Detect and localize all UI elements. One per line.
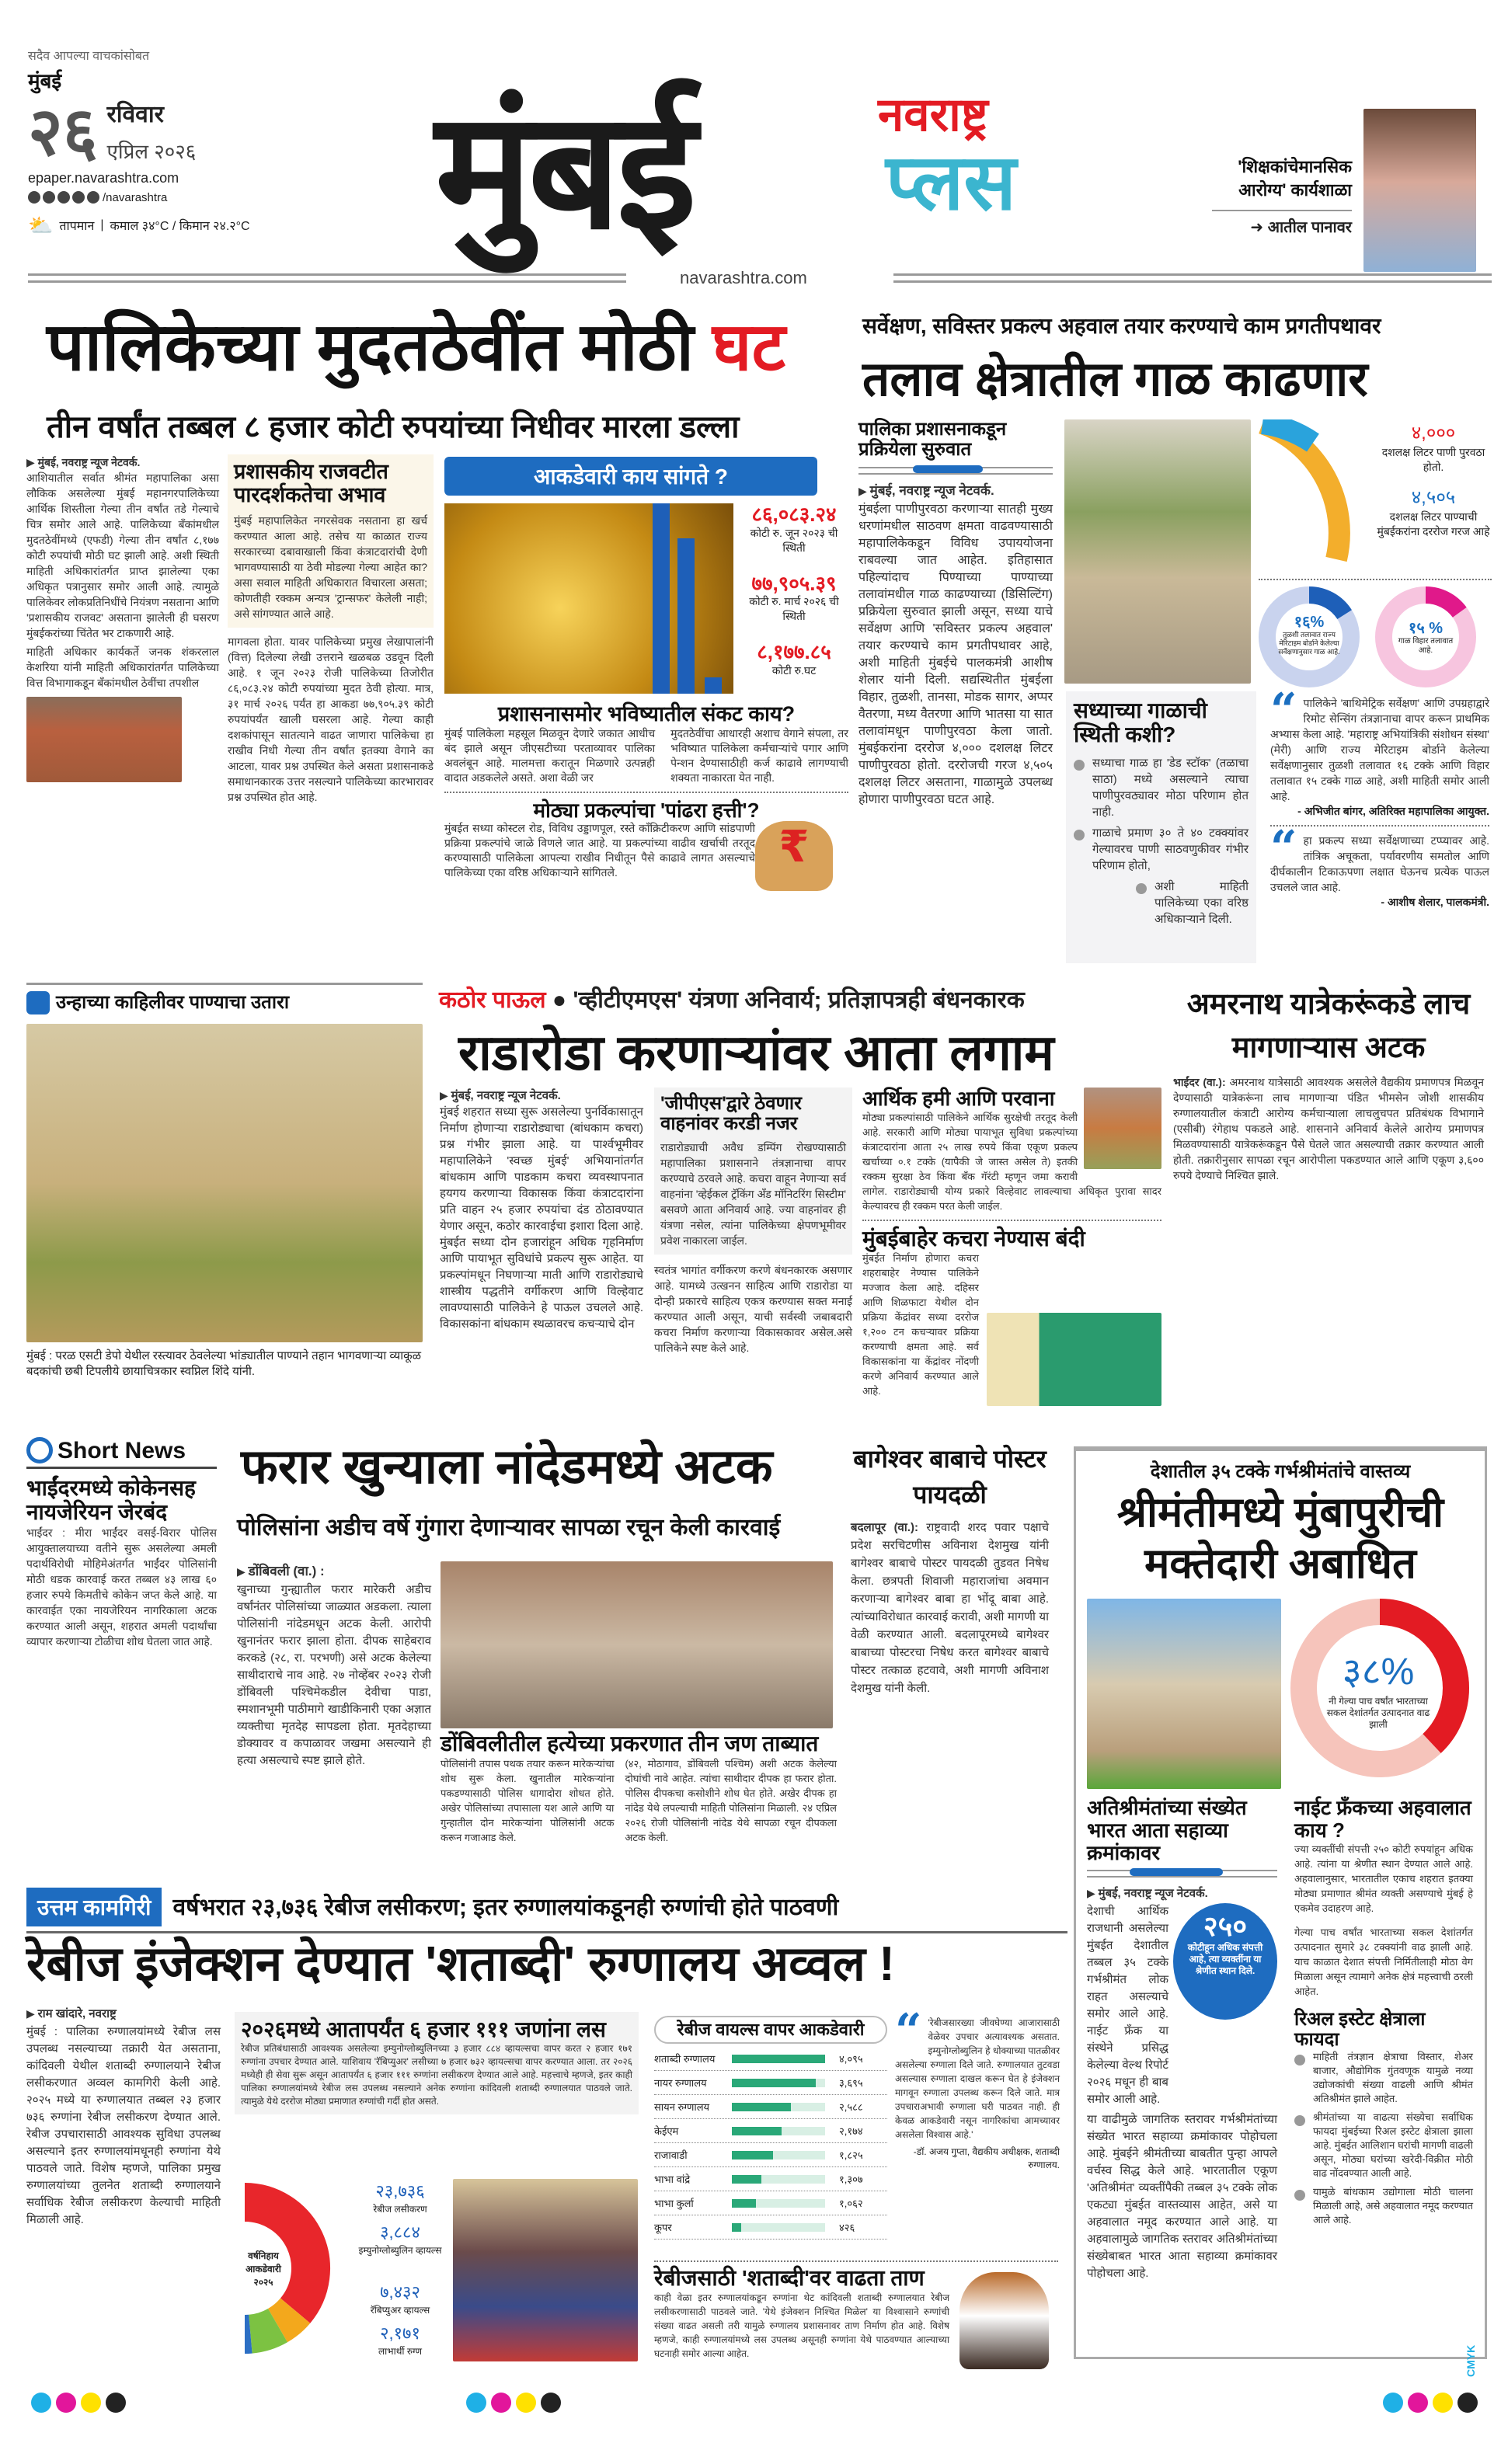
garbage-truck-photo	[987, 1313, 1161, 1406]
bar	[732, 2079, 816, 2087]
lead-dateline: ▶ मुंबई, नवराष्ट्र न्यूज नेटवर्क.	[26, 454, 219, 470]
arrow-icon: ➜	[1250, 219, 1268, 236]
bar-category-label: भाभा कुर्ला	[654, 2198, 694, 2210]
supply-value: ४,०००	[1411, 423, 1456, 444]
short-news-label: Short News	[57, 1437, 186, 1463]
wealth-threshold-circle	[1173, 1903, 1277, 2020]
wealth-subhead: अतिश्रीमंतांच्या संख्येत भारत आता सहाव्या क्रमांकावर	[1087, 1796, 1247, 1864]
rabies-gauge	[237, 2179, 447, 2358]
wealth-box	[1074, 1446, 1487, 2359]
bageshwar-story	[851, 1441, 1049, 1697]
bar-category-label: कूपर	[654, 2222, 672, 2234]
rabies-headline: रेबीज इंजेक्शन देण्यात 'शताब्दी' रुग्णालय अव्वल !	[26, 1937, 895, 1991]
wealth-text: देशाची आर्थिक राजधानी असलेल्या मुंबईत देशातील तब्बल ३५ टक्के गर्भश्रीमंत लोक राहत असल्याचे समोर आले आहे. नाईट फ्रँक या संस्थेने प्रसिद्ध केलेल्या वेल्थ रिपोर्ट २०२६ मधून ही बाब समोर आली आहे.	[1087, 1905, 1168, 2107]
chart-row	[654, 2071, 887, 2095]
threshold-value: २५०	[1203, 1910, 1248, 1943]
quote-icon: “	[1270, 684, 1297, 738]
debris-col1	[440, 1088, 643, 1332]
bar-track	[732, 2223, 825, 2232]
lead-text-2: माहिती अधिकार कार्यकर्ते जनक शंकरलाल केशरिया यांनी माहिती अधिकारांतर्गत पालिकेच्या वित्त विभागाकडून बँकांमधील ठेवींचा तपशील	[26, 646, 219, 689]
bar-category-label: केईएम	[654, 2125, 679, 2138]
fugitive-subhead: पोलिसांना अडीच वर्षे गुंगारा देणाऱ्यावर सापळा रचून केली कारवाई	[237, 1515, 781, 1540]
chart-row	[654, 2119, 887, 2143]
dombivli-caption	[441, 1732, 837, 1845]
status-point: गाळाचे प्रमाण ३० ते ४० टक्क्यांवर गेल्यावरच पाणी साठवणुकीवर गंभीर परिणाम होतो,	[1074, 825, 1249, 874]
wealth-text-2: या वाढीमुळे जागतिक स्तरावर गर्भश्रीमंतांच्या संख्येत भारत सहाव्या क्रमांकावर पोहोचला आहे. मुंबईने श्रीमंतीच्या बाबतीत पुन्हा आपले वर्चस्व सिद्ध केले आहे. भारतातील एकूण 'अतिश्रीमंत' व्यक्तींपैकी तब्बल ३५ टक्के लोक एकट्या मुंबईत वास्तव्यास आहेत, असे या अहवालात नमूद करण्यात आले आहे. या अहवालामुळे जागतिक स्तरावर अतिश्रीमंतांच्या संख्येबाबत भारत आता सहाव्या क्रमांकावर पोहोचला आहे.	[1087, 2113, 1277, 2281]
debris-text-2: स्वतंत्र भागांत वर्गीकरण करणे बंधनकारक असणार आहे. यामध्ये उत्खनन साहित्य आणि राडारोडा या दोन्ही प्रकारचे साहित्य एकत्र करण्यास सक्त मनाई करण्यात आली असून, याची सर्वस्वी जबाबदारी कचरा निर्माण करणाऱ्या विकासकावर असेल.असे पालिकेने स्पष्ट केले आहे.	[654, 1263, 852, 1354]
fugitive-body	[237, 1561, 431, 1770]
quote-author: -डॉ. अजय गुप्ता, वैद्यकीय अधीक्षक, शताब्दी रुग्णालय.	[913, 2146, 1060, 2170]
gauge-segment	[250, 2326, 277, 2334]
gps-title: 'जीपीएस'द्वारे ठेवणार वाहनांवर करडी नजर	[660, 1093, 802, 1135]
wealth-kicker: देशातील ३५ टक्के गर्भश्रीमंतांचे वास्तव्य	[1150, 1461, 1411, 1482]
color-registration-marks	[466, 2393, 561, 2413]
quote-shelar: “ हा प्रकल्प सध्या सर्वेक्षणाच्या टप्प्यावर आहे. तांत्रिक अचूकता, पर्यावरणीय समतोल आणि दीर्घकालीन टिकाऊपणा लक्षात घेऊनच प्रत्येक पाऊल उचलले जात आहे.	[1270, 821, 1489, 893]
rabies-dateline: ▶ राम खांदारे, नवराष्ट्र	[26, 2004, 221, 2024]
crisis-text: मुंबई पालिकेला महसूल मिळवून देणारे जकात आधीच बंद झाले असून जीएसटीच्या परताव्यावर पालिका अवलंबून आहे. मालमत्ता करातून मिळणारे उत्पन्नही वादात अडकलेले असते. अशा वेळी जर	[444, 726, 656, 784]
rabies-bar-chart	[654, 2016, 887, 2240]
quote-text: “ 'रेबीजसारख्या जीवघेण्या आजारासाठी वेळेवर उपचार अत्यावश्यक असतात. इम्युनोग्लोब्युलिन हे धोक्याच्या पातळीवर असलेल्या रुग्णाला दिले जाते. रुग्णालयात तुटवडा असल्यास रुग्णाला दाखल करून घेत हे इंजेक्शन मागवून रुग्णाला उपलब्ध करून दिले जाते. मात्र उपचाराअभावी रुग्णाला घरी पाठवत नाही. ही केवळ आकडेवारी नसून नागरिकांचा आमच्यावर असलेला विश्वास आहे.'	[895, 2004, 1060, 2140]
bar	[732, 2103, 791, 2111]
bar-category-label: राजावाडी	[654, 2149, 688, 2162]
bar-value-label: १,०६२	[839, 2198, 863, 2210]
rabies-tag: उत्तम कामगिरी	[26, 1888, 162, 1926]
gauge-segment	[278, 2311, 296, 2326]
bar-value-label: १,८२५	[839, 2149, 863, 2162]
status-point: सध्याचा गाळ हा 'डेड स्टॉक' (तळाचा साठा) मध्ये असल्याने त्याचा पाणीपुरवठ्यावर मोठा परिणाम होत नाही.	[1074, 755, 1249, 820]
weekday: रविवार	[106, 101, 164, 127]
bmc-building-photo	[26, 697, 182, 782]
demand-label: दशलक्ष लिटर पाण्याची मुंबईकरांना दररोज गरज आहे	[1377, 510, 1490, 538]
real-estate-subhead: रिअल इस्टेट क्षेत्राला फायदा	[1294, 2008, 1426, 2050]
cmyk-label: CMYK	[1464, 2344, 1477, 2377]
photo-title: उन्हाच्या काहिलीवर पाण्याचा उतारा	[56, 991, 290, 1013]
arrow-circle-icon	[26, 1437, 53, 1463]
dump-site-photo	[1084, 1088, 1161, 1169]
strain-text: काही वेळा इतर रुग्णालयांकडून रुग्णांना थेट कांदिवली शताब्दी रुग्णालयात रेबीज लसीकरणासाठी पाठवले जाते. 'येथे इंजेक्शन निश्चित मिळेल' या विश्वासाने रुग्णांची संख्या वाढत असली तरी यामुळे रुग्णालय प्रशासनावर ताण निर्माण होत आहे. विशेष म्हणजे, काही रुग्णालयांमध्ये लस उपलब्ध असूनही रुग्णांना येथे पाठवण्यात आल्याच्या घटनाही समोर आल्या आहेत.	[654, 2292, 949, 2359]
bar-track	[732, 2199, 825, 2208]
real-estate-point: यामुळे बांधकाम उद्योगाला मोठी चालना मिळाली आहे, असे अहवालात नमूद करण्यात आले आहे.	[1294, 2185, 1473, 2227]
gauge-item-label: रॅबिप्युअर व्हायल्स	[370, 2305, 430, 2316]
real-estate-point: श्रीमंतांच्या या वाढत्या संख्येचा सर्वाधिक फायदा मुंबईच्या रिअल इस्टेट क्षेत्राला झाला आहे. मुंबईत आलिशान घरांची मागणी वाढली असून, मोठ्या घरांच्या खरेदी-विक्रीत मोठी वाढ नोंदवण्यात आली आहे.	[1294, 2111, 1473, 2180]
weather-value: कमाल ३४°C / किमान २४.२°C	[110, 220, 250, 234]
short-news-headline: भाईंदरमध्ये कोकेनसह नायजेरियन जेरबंद	[26, 1476, 196, 1524]
status-point: अशी माहिती पालिकेच्या एका वरिष्ठ अधिकाऱ्याने दिली.	[1136, 879, 1249, 927]
debris-kicker: कठोर पाऊल ● 'व्हीटीएमएस' यंत्रणा अनिवार्य; प्रतिज्ञापत्रही बंधनकारक	[439, 987, 1025, 1013]
gdp-growth-value: ३८%	[1342, 1651, 1415, 1693]
police-group-photo	[441, 1561, 833, 1728]
stats-infobox	[444, 457, 848, 891]
ban-title: मुंबईबाहेर कचरा नेण्यास बंदी	[862, 1226, 1085, 1251]
bar-value-label: २,१७४	[839, 2125, 863, 2138]
bar-value-label: ४,०९५	[839, 2053, 863, 2066]
lead-headline-red: घट	[712, 310, 785, 385]
kicker-text: 'व्हीटीएमएस' यंत्रणा अनिवार्य; प्रतिज्ञापत्रही बंधनकारक	[573, 987, 1025, 1013]
rabies-kicker: वर्षभरात २३,७३६ रेबीज लसीकरण; इतर रुग्णालयांकडूनही रुग्णांची होते पाठवणी	[172, 1894, 839, 1920]
excavator-lake-photo	[1064, 419, 1251, 684]
knight-frank-text: ज्या व्यक्तींची संपत्ती २५० कोटी रुपयांहून अधिक आहे. त्यांना या श्रेणीत स्थान देण्यात आले आहे. अहवालानुसार, भारतातील एकाच शहरात इतक्या मोठ्या प्रमाणात श्रीमंत व्यक्ती असण्याचे मुंबई हे एकमेव उदाहरण आहे.	[1294, 1843, 1473, 1914]
debris-dateline: ▶ मुंबई, नवराष्ट्र न्यूज नेटवर्क.	[440, 1088, 643, 1104]
lake-kicker: सर्वेक्षण, सविस्तर प्रकल्प अहवाल तयार करण्याचे काम प्रगतीपथावर	[862, 314, 1381, 338]
bar	[732, 2151, 773, 2159]
chart-row	[654, 2095, 887, 2119]
patients-queue-photo	[453, 2179, 638, 2361]
gauge-value: ३,८८४	[380, 2222, 420, 2242]
bar	[732, 2127, 782, 2135]
stat-value: ७७,९०५.३९	[751, 571, 837, 595]
promo-title: 'शिक्षकांचेमानसिक आरोग्य' कार्यशाळा	[1238, 157, 1352, 200]
white-elephant-text: मुंबईत सध्या कोस्टल रोड, विविध उड्डाणपूल, रस्ते काँक्रिटीकरण आणि सांडपाणी प्रक्रिया प्रकल्पांचे जाळे विणले जात आहे. या प्रकल्पांच्या वाढीव खर्चाची तरतूद करण्यासाठी पालिकेला आपल्या राखीव निधीतून पैसे काढावे लागत असल्याचे पालिकेच्या एका वरिष्ठ अधिकाऱ्याने सांगितले.	[444, 822, 755, 879]
month-year: एप्रिल २०२६	[106, 139, 197, 163]
gdp-growth-label: नी गेल्या पाच वर्षांत भारताच्या सकल देशांतर्गत उत्पादनात वाढ झाली	[1326, 1696, 1430, 1731]
bar	[732, 2175, 761, 2184]
brand-navarashtra: नवराष्ट्र	[878, 89, 988, 141]
debris-text: मुंबई शहरात सध्या सुरू असलेल्या पुनर्विकासातून निर्माण होणाऱ्या राडारोड्याचा (बांधकाम कचरा) प्रश्न गंभीर झाला आहे. या पार्श्वभूमीवर महापालिकेने 'स्वच्छ मुंबई' अभियानांतर्गत बांधकाम आणि पाडकाम कचरा व्यवस्थापनात हयगय करणाऱ्या विकासक किंवा कंत्राटदारांना प्रति वाहन २५ हजार रुपयांचा दंड ठोठावण्यात येणार असून, कठोर कारवाईचा इशारा दिला आहे. मुंबईत सध्या दोन हजारांहून अधिक गृहनिर्माण आणि पायाभूत सुविधांचे प्रकल्प सुरू आहेत. या प्रकल्पांमधून निघणाऱ्या माती आणि राडारोड्याचे शास्त्रीय पद्धतीने वर्गीकरण आणि विल्हेवाट लावण्यासाठी पालिकेने हे पाऊल उचलले आहे. विकासकांना बांधकाम स्थळावरच कचऱ्याचे दोन	[440, 1105, 643, 1331]
camera-icon	[26, 991, 50, 1014]
amarnath-text: भाईंदर (वा.): अमरनाथ यात्रेसाठी आवश्यक असलेले वैद्यकीय प्रमाणपत्र मिळवून देण्यासाठी यात्रेकरूंना लाच मागणाऱ्या पंडित भीमसेन जोशी शासकीय रुग्णालयातील कंत्राटी आरोग्य कर्मचाऱ्याला लाचलुचपत प्रतिबंधक विभागाने (एसीबी) रंगेहाथ पकडले आहे. शासनाने अनिवार्य केलेले आरोग्य प्रमाणपत्र मिळवण्यासाठी यात्रेकरूंकडून पैसे घेतले जात असल्याची तक्रार करण्यात आली होती. तक्रारीनुसार सापळा रचून आरोपीला पकडण्यात आले आणि एकूण ३,६०० रुपये देण्याचे निश्चित झाले.	[1173, 1076, 1484, 1182]
header-rule-left	[28, 273, 626, 283]
gauge-legend-item	[353, 2179, 447, 2215]
demand-value: ४,५०५	[1411, 487, 1456, 508]
gauge-label: वर्षनिहाय आकडेवारी २०२५	[246, 2250, 281, 2288]
bar-track	[732, 2151, 825, 2159]
gauge-item-label: रेबीज लसीकरण	[373, 2204, 427, 2215]
infobox-title: आकडेवारी काय सांगते ?	[444, 457, 817, 496]
wealth-dateline: ▶ मुंबई, नवराष्ट्र न्यूज नेटवर्क.	[1087, 1884, 1277, 1903]
gateway-of-india-photo	[1087, 1599, 1281, 1789]
gauge-value: २३,७३६	[375, 2181, 425, 2201]
brand-plus: प्लस	[886, 139, 1016, 226]
crisis-text-2: मुदतठेवींचा आधारही अशाच वेगाने संपला, तर भविष्यात पालिकेला कर्मचाऱ्यांचे पगार आणि पेन्शन देण्यासाठीही कर्ज काढावे लागण्याची शक्यता नाकारता येत नाही.	[670, 726, 848, 784]
gauge-value: २,१७१	[380, 2323, 420, 2343]
quote-icon: “	[895, 2004, 922, 2059]
fugitive-text: खुनाच्या गुन्ह्यातील फरार मारेकरी अडीच वर्षांनंतर पोलिसांच्या जाळ्यात अडकला. त्याला पोलिसांनी नांदेडमधून अटक केली. आरोपी खुनानंतर फरार झाला होता. दीपक साहेबराव करकडे (२८, रा. परभणी) असे अटक केलेल्या साथीदाराचे नाव आहे. २७ नोव्हेंबर २०२३ रोजी डोंबिवली पश्चिमेकडील देवीचा पाडा, स्मशानभूमी पाठीमागे खाडीकिनारी एका अज्ञात व्यक्तीचा मृतदेह सापडला होता. मृतदेहाच्या डोक्यावर व कपाळावर जखमा असल्याने ही हत्या असल्याचे स्पष्ट झाले होते.	[237, 1583, 431, 1767]
tulsi-silt-value: १६%	[1294, 614, 1325, 631]
water-supply-gauge	[1259, 419, 1352, 567]
white-elephant-title: मोठ्या प्रकल्पांचा 'पांढरा हत्ती'?	[533, 798, 760, 822]
rabies-2026-title: २०२६मध्ये आतापर्यंत ६ हजार १११ जणांना लस	[241, 2017, 606, 2041]
gauge-legend-item	[353, 2321, 447, 2358]
stat-value: ८,१७७.८५	[757, 640, 831, 664]
ban-text: मुंबईत निर्माण होणारा कचरा शहराबाहेर नेण्यास पालिकेने मज्जाव केला आहे. दहिसर आणि शिळफाटा येथील दोन प्रक्रिया केंद्रांवर सध्या दररोज १,२०० टन कचऱ्यावर प्रक्रिया करण्याची क्षमता आहे. सर्व विकासकांना या केंद्रांवर नोंदणी करणे अनिवार्य करण्यात आले आहे.	[862, 1252, 979, 1397]
bar-value-label: २,५८८	[839, 2101, 863, 2114]
lake-text: मुंबईला पाणीपुरवठा करणाऱ्या सातही मुख्य धरणांमधील साठवण क्षमता वाढवण्यासाठी महापालिकेकडून विविध उपाययोजना राबवल्या जात आहेत. इतिहासात पहिल्यांदाच पिण्याच्या पाण्याच्या तलावांमधील गाळ काढण्याच्या (डिसिल्टिंग) प्रक्रियेला सुरुवात झाली असून, सध्या याचे सर्वेक्षण आणि 'सविस्तर प्रकल्प अहवाल' तयार करण्याचे काम प्रगतीपथावर आहे, अशी माहिती मुंबईचे पालकमंत्री आशीष शेलार यांनी दिली. सद्यस्थितीत मुंबईला विहार, तुळशी, तानसा, मोडक सागर, अप्पर वैतरणा, मध्य वैतरणा आणि भातसा या सात तलावांमधून पाणीपुरवठा केला जातो. मुंबईकरांना दररोज ४,००० दशलक्ष लिटर पाणीपुरवठा होतो. दररोजची गरज ४,५०५ दशलक्ष लिटर असताना, गाळामुळे उपलब्ध होणारा पाणीपुरवठा घटत आहे.	[858, 502, 1053, 806]
social-icons[interactable]	[28, 191, 99, 204]
masthead: मुंबई	[435, 75, 692, 266]
bar-category-label: भाभा वांद्रे	[654, 2173, 691, 2186]
tagline: सदैव आपल्या वाचकांसोबत	[28, 50, 150, 63]
strain-title: रेबीजसाठी 'शताब्दी'वर वाढता ताण	[654, 2266, 925, 2290]
knight-frank-text-2: गेल्या पाच वर्षांत भारताच्या सकल देशांतर्गत उत्पादनात सुमारे ३८ टक्क्यांनी वाढ झाली आहे. याच काळात देशात संपत्ती निर्मितीलाही मोठा वेग मिळाला असून त्यामागे अनेक क्षेत्रं महत्त्वाची ठरली आहेत.	[1294, 1926, 1473, 1997]
lead-sidebar	[228, 454, 434, 628]
stat-bar	[677, 538, 695, 694]
lead-text: आशियातील सर्वात श्रीमंत महापालिका असा लौकिक असलेल्या मुंबई महानगरपालिकेच्या आर्थिक शिस्तीला गेल्या तीन वर्षांत तडे गेल्याचे चित्र समोर आले आहे. पालिकेच्या बँकांमधील मुदतठेवींमध्ये (एफडी) गेल्या तीन वर्षांत ८,१७७ कोटी रुपयांची मोठी घट झाली आहे. अशी स्थिती माहिती अधिकारांतर्गत प्राप्त झालेल्या एका अधिकृत पत्रानुसार समोर आली आहे. त्यामुळे पालिकेवर लोकप्रतिनिधींचे नियंत्रण नसताना आणि 'प्रशासकीय राजवट' असताना झालेली ही घसरण मुंबईकरांच्या चिंतेत भर टाकणारी आहे.	[26, 472, 219, 639]
stat-bar	[705, 677, 722, 694]
lake-quotes	[1270, 684, 1489, 910]
website[interactable]: navarashtra.com	[680, 268, 807, 287]
bar-track	[732, 2103, 825, 2111]
quote-bangar-author: - अभिजीत बांगर, अतिरिक्त महापालिका आयुक्त.	[1297, 805, 1489, 817]
tulsi-silt-label: तुळशी तलावात राज्य मेरिटाइम बोर्डाने केलेल्या सर्वेक्षणानुसार गाळ आहे.	[1278, 631, 1340, 656]
bar-category-label: नायर रुग्णालय	[654, 2077, 707, 2090]
lead-headline	[47, 311, 785, 385]
chart-row	[654, 2167, 887, 2191]
chart-row	[654, 2191, 887, 2215]
rabies-text: मुंबई : पालिका रुग्णालयांमध्ये रेबीज लस उपलब्ध नसल्याच्या तक्रारी येत असताना, कांदिवली येथील शताब्दी रुग्णालयाने रेबीज लसीकरणात अव्वल कामगिरी केली आहे. २०२५ मध्ये या रुग्णालयात तब्बल २३ हजार ७३६ रुग्णांना रेबीज लसीकरण देण्यात आले. रेबीज उपचारासाठी आवश्यक सुविधा उपलब्ध असल्याने इतर रुग्णालयांमधूनही रुग्णांना येथे पाठवले जाते. विशेष म्हणजे, पालिका प्रमुख रुग्णालयांच्या तुलनेत शताब्दी रुग्णालयाने सर्वाधिक रेबीज लसीकरण केल्याची माहिती मिळाली आहे.	[26, 2025, 221, 2226]
threshold-label: कोटीहून अधिक संपत्ती आहे, त्या व्यक्तींना या श्रेणीत स्थान दिले.	[1187, 1941, 1263, 1976]
debris-headline: राडारोडा करणाऱ्यांवर आता लगाम	[458, 1025, 1054, 1081]
amarnath-story	[1173, 983, 1484, 1183]
stat-label: कोटी रु. जून २०२३ ची स्थिती	[750, 526, 838, 554]
fugitive-headline: फरार खुन्याला नांदेडमध्ये अटक	[241, 1440, 773, 1494]
lake-headline: तलाव क्षेत्रातील गाळ काढणार	[862, 353, 1368, 406]
photo-caption: मुंबई : परळ एसटी डेपो येथील रस्त्यावर ठेवलेल्या भांड्यातील पाण्याने तहान भागवणाऱ्या व्याकूळ बदकांची छबी टिपलीये छायाचित्रकार स्वप्निल शिंदे यांनी.	[26, 1349, 422, 1378]
kicker-red: कठोर पाऊल	[439, 987, 546, 1013]
promo-box[interactable]	[1212, 155, 1352, 237]
chart-row	[654, 2047, 887, 2071]
lead-right-column	[228, 454, 434, 805]
quote-shelar-author: - आशीष शेलार, पालकमंत्री.	[1381, 896, 1489, 908]
gps-box	[654, 1088, 852, 1255]
lake-body	[858, 419, 1053, 809]
bar	[732, 2199, 756, 2208]
promo-photo	[1363, 109, 1476, 272]
stat-value: ८६,०८३.२४	[751, 503, 837, 526]
bar-track	[732, 2127, 825, 2135]
chart-row	[654, 2215, 887, 2240]
weather-label: तापमान	[59, 220, 95, 234]
bageshwar-headline: बागेश्वर बाबाचे पोस्टर पायदळी	[853, 1445, 1047, 1509]
superintendent-quote	[895, 2004, 1060, 2171]
fugitive-dateline: ▶ डोंबिवली (वा.) :	[237, 1561, 431, 1582]
gauge-value: ७,४३२	[380, 2282, 420, 2302]
bar-value-label: १,३०७	[839, 2173, 863, 2186]
stat-bar	[653, 503, 670, 694]
sidebar-text: मुंबई महापालिकेत नगरसेवक नसताना हा खर्च करण्यात आला आहे. तसेच या काळात राज्य सरकारच्या दबावाखाली किंवा कंत्राटदारांची देणी भागवण्यासाठी या ठेवी मोडल्या गेल्या आहेत का? असा सवाल माहिती अधिकारात विचारला असता; कोणतीही रक्कम अन्यत्र 'ट्रान्सफर' केलेली नाही; असे सांगण्यात आले आहे.	[234, 514, 427, 621]
money-bag-icon: ₹	[755, 821, 833, 891]
rabies-col1	[26, 2004, 221, 2229]
bar-track	[732, 2055, 825, 2063]
epaper-link[interactable]: epaper.navarashtra.com	[28, 169, 179, 186]
color-registration-marks	[31, 2393, 126, 2413]
weather-icon: ⛅	[28, 213, 54, 237]
edition-city: मुंबई	[28, 69, 62, 92]
short-news-text: भाईंदर : मीरा भाईंदर वसई-विरार पोलिस आयुक्तालयाच्या वतीने सुरू असलेल्या अमली पदार्थविरोधी मोहिमेअंतर्गत भाईंदर पोलिसांनी मोठी धडक कारवाई करत तब्बल ४३ लाख ६० हजार रुपये किमतीचे कोकेन जप्त केले आहे. या कारवाईत एका नायजेरियन नागरिकाला अटक करण्यात आली असून, शहरात अमली पदार्थांचा व्यापार करणाऱ्या टोळीचा शोध घेतला जात आहे.	[26, 1526, 217, 1648]
rabies-2026-text: रेबीज प्रतिबंधासाठी आवश्यक असलेल्या इम्युनोग्लोब्युलिनच्या ३ हजार ८८४ व्हायल्सचा वापर करत २ हजार १७१ रुग्णांना उपचार देण्यात आले. याशिवाय 'रॅबिप्युअर' लसीच्या ७ हजार ७३२ व्हायल्सचा वापर करण्यात आला. तर २०२६ मध्येही ही सेवा सुरू असून आतापर्यंत ६ हजार १११ रुग्णांना लसीकरण देण्यात आले आहे. महत्त्वाचे म्हणजे, इतर काही पालिका रुग्णालयांमध्ये रेबीज लस उपलब्ध नसल्याने अनेक रुग्णांना कांदिवली शताब्दी रुग्णालयात पाठवले जाते. त्यामुळे येथे दररोज मोठ्या प्रमाणात रुग्णांची गर्दी होत असते.	[241, 2042, 632, 2107]
header-left: सदैव आपल्या वाचकांसोबत मुंबई २६ रविवार एप्रिल २०२६ epaper.navarashtra.com /navarashtra ⛅ तापमान | कमाल ३४°C / किमान २४.२°C	[28, 47, 261, 238]
lake-dateline: ▶ मुंबई, नवराष्ट्र न्यूज नेटवर्क.	[858, 481, 1053, 501]
dombivli-text-2: (४२, मोठागाव, डोंबिवली पश्चिम) अशी अटक केलेल्या दोघांची नावे आहेत. त्यांचा साथीदार दीपक हा फरार होता. पोलिस दीपकचा कसोशीने शोध घेत होते. अखेर दीपक हा नांदेड येथे लपल्याची माहिती पोलिसांना मिळाली. २४ एप्रिल २०२६ रोजी पोलिसांनी नांदेड येथे सापळा रचून दीपकला अटक केली.	[625, 1757, 837, 1843]
bar	[732, 2223, 741, 2232]
vihar-silt-value: १५ %	[1408, 620, 1444, 637]
bar-value-label: ४२६	[839, 2222, 855, 2234]
promo-author: आतील पानावर	[1267, 219, 1352, 236]
silt-status-title: सध्याच्या गाळाची स्थिती कशी?	[1074, 698, 1207, 747]
rabies-kicker-row	[26, 1888, 1067, 1933]
photo-feature	[26, 983, 423, 1380]
water-stats	[1259, 419, 1492, 684]
sidebar-title: प्रशासकीय राजवटीत पारदर्शकतेचा अभाव	[234, 460, 388, 506]
amarnath-headline: अमरनाथ यात्रेकरूंकडे लाच मागणाऱ्यास अटक	[1186, 988, 1471, 1064]
stat-label: कोटी रु. मार्च २०२६ ची स्थिती	[749, 595, 839, 623]
knight-frank-subhead: नाईट फ्रँकच्या अहवालात काय ?	[1294, 1796, 1471, 1842]
vihar-silt-label: गाळ विहार तलावात आहे.	[1398, 637, 1454, 655]
lead-headline-black: पालिकेच्या मुदतठेवींत मोठी	[47, 310, 694, 385]
bageshwar-text: बदलापूर (वा.): राष्ट्रवादी शरद पवार पक्षाचे प्रदेश सरचिटणीस अविनाश देशमुख यांनी बागेश्वर बाबाचे पोस्टर पायदळी तुडवत निषेध केला. छत्रपती शिवाजी महाराजांचा अवमान करणाऱ्या बागेश्वर बाबा हा भोंदू बाबा आहे. त्यांच्याविरोधात कारवाई करावी, अशी मागणी या वेळी करण्यात आली. बदलापूरमध्ये बागेश्वर बाबाच्या पोस्टरचा निषेध करत बागेश्वर बाबाचे पोस्टर तत्काळ हटवावे, अशी मागणी अविनाश देशमुख यांनी केली.	[851, 1521, 1049, 1695]
dombivli-title: डोंबिवलीतील हत्येच्या प्रकरणात तीन जण ताब्यात	[441, 1731, 819, 1756]
silt-status-box	[1066, 691, 1256, 963]
stat-label: कोटी रु.घट	[771, 663, 817, 677]
gauge-item-label: लाभार्थी रुग्ण	[378, 2346, 423, 2357]
lake-subhead: पालिका प्रशासनाकडून प्रक्रियेला सुरुवात	[858, 419, 1007, 461]
social-handle: /navarashtra	[103, 190, 168, 204]
lead-subhead: तीन वर्षांत तब्बल ८ हजार कोटी रुपयांच्या निधीवर मारला डल्ला	[47, 410, 740, 444]
quote-bangar: “ पालिकेने 'बाथिमेट्रिक सर्वेक्षण' आणि उपग्रहाद्वारे रिमोट सेन्सिंग तंत्रज्ञानाचा वापर करून प्राथमिक अभ्यास केला आहे. 'महाराष्ट्र अभियांत्रिकी संशोधन संस्था' (मेरी) आणि राज्य मेरिटाइम बोर्डाने केलेल्या सर्वेक्षणानुसार तुळशी तलावात १६ टक्के आणि विहार तलावात १५ टक्के गाळ आहे, अशी माहिती समोर आली आहे.	[1270, 684, 1489, 802]
bar-category-label: शताब्दी रुग्णालय	[654, 2053, 716, 2066]
short-news	[26, 1437, 217, 1649]
lead-text-3: मागवला होता. यावर पालिकेच्या प्रमुख लेखापालांनी (वित्त) दिलेल्या लेखी उत्तराने खळबळ उडवून दिली आहे. १ जून २०२३ रोजी पालिकेच्या तिजोरीत ८६,०८३.२४ कोटी रुपयांच्या मुदत ठेवी होत्या. मात्र, ३१ मार्च २०२६ पर्यंत हा आकडा ७७,९०५.३९ कोटी रुपयांपर्यंत खाली घसरला आहे. गेल्या काही दशकांपासून सातत्याने वाढत जाणारा पालिकेचा हा राखीव निधी गेल्या तीन वर्षांत इतक्या वेगाने का आटला, यावर प्रश्न उपस्थित केले असता प्रशासनाकडे समाधानकारक उत्तर नसल्याने पालिकेच्या कारभारावर प्रश्न उपस्थित होत आहे.	[228, 635, 434, 804]
real-estate-point: माहिती तंत्रज्ञान क्षेत्राचा विस्तार, शेअर बाजार, औद्योगिक गुंतवणूक यामुळे नव्या उद्योजकांची संख्या वाढली आणि श्रीमंत अतिश्रीमंत झाले आहेत.	[1294, 2050, 1473, 2106]
ducks-photo	[26, 1024, 423, 1342]
color-registration-marks	[1383, 2393, 1478, 2413]
bar-value-label: ३,६९५	[839, 2077, 863, 2090]
dog-photo	[959, 2272, 1049, 2369]
supply-label: दशलक्ष लिटर पाणी पुरवठा होतो.	[1381, 446, 1485, 473]
date-day: २६	[28, 94, 98, 169]
lead-body	[26, 454, 219, 782]
crisis-title: प्रशासनासमोर भविष्यातील संकट काय?	[497, 702, 796, 726]
gauge-legend-item	[353, 2280, 447, 2316]
rabies-2026-box	[235, 2012, 639, 2114]
bar-track	[732, 2175, 825, 2184]
finance-text: मोठ्या प्रकल्पांसाठी पालिकेने आर्थिक सुरक्षेची तरतूद केली आहे. सरकारी आणि मोठ्या पायाभूत सुविधा प्रकल्पांच्या कंत्राटदारांना आता २५ लाख रुपये किंवा एकूण प्रकल्प खर्चाच्या ०.१ टक्के (यापैकी जे जास्त असेल ते) इतकी रक्कम सुरक्षा ठेव किंवा बँक गॅरंटी म्हणून जमा करावी लागेल. राडारोड्याची योग्य प्रकारे विल्हेवाट लावल्याचा अधिकृत पुरावा सादर केल्यावरच ही रक्कम परत केली जाईल.	[862, 1111, 1161, 1212]
finance-title: आर्थिक हमी आणि परवाना	[862, 1087, 1055, 1110]
quote-icon: “	[1270, 821, 1297, 875]
dombivli-text: पोलिसांनी तपास पथक तयार करून मारेकऱ्यांचा शोध सुरू केला. खुनातील मारेकऱ्यांना पकडण्यासाठी पोलिस धागादोरा शोधत होते. अखेर पोलिसांच्या तपासाला यश आले आणि या गुन्हातील दोन मारेकऱ्यांना पोलिसांनी अटक करून गजाआड केले.	[441, 1757, 615, 1843]
wealth-headline: श्रीमंतीमध्ये मुंबापुरीची मक्तेदारी अबाधित	[1116, 1489, 1444, 1588]
bar-category-label: सायन रुग्णालय	[654, 2101, 710, 2114]
gauge-item-label: इम्युनोग्लोब्युलिन व्हायल्स	[358, 2245, 442, 2256]
gps-text: राडारोड्याची अवैध डम्पिंग रोखण्यासाठी महापालिका प्रशासनाने तंत्रज्ञानाचा वापर करण्याचे ठरवले आहे. कचरा वाहून नेणाऱ्या सर्व वाहनांना 'व्हेईकल ट्रॅकिंग अँड मॉनिटरिंग सिस्टीम' बसवणे आता अनिवार्य आहे. ज्या वाहनांवर ही यंत्रणा नसेल, त्यांना पालिकेच्या क्षेपणभूमीवर प्रवेश नाकारला जाईल.	[660, 1140, 846, 1247]
debris-col2	[654, 1088, 852, 1356]
bar-track	[732, 2079, 825, 2087]
bar	[732, 2055, 825, 2063]
header-rule-right	[893, 273, 1492, 283]
chart-row	[654, 2143, 887, 2167]
chart-title: रेबीज वायल्स वापर आकडेवारी	[654, 2016, 887, 2044]
gauge-legend-item	[353, 2220, 447, 2257]
